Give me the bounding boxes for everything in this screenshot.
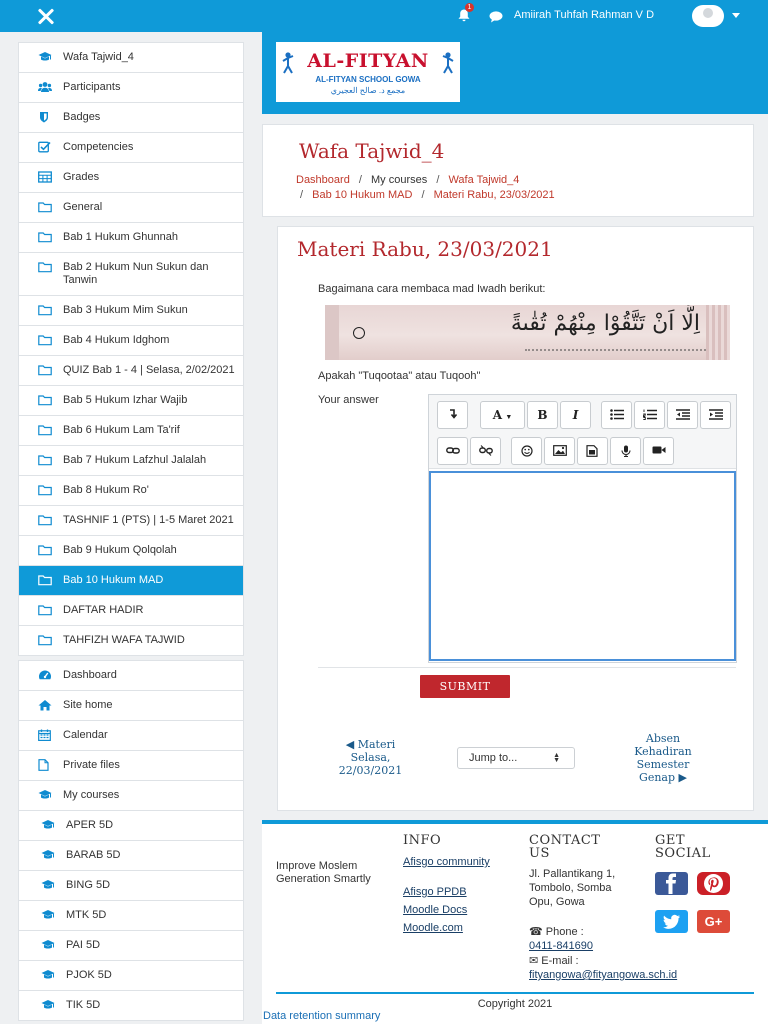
footer-email-link[interactable]: fityangowa@fityangowa.sch.id: [529, 969, 678, 981]
calendar-icon: [38, 729, 51, 741]
folder-icon: [38, 574, 51, 586]
sidebar-item-label: Badges: [63, 111, 101, 123]
footer-phone-label: Phone :: [545, 926, 584, 938]
sidebar-item-competencies[interactable]: [19, 133, 243, 163]
sidebar-item-pjok-5d[interactable]: [19, 961, 243, 991]
sidebar-item-bab-10-hukum-mad[interactable]: [19, 566, 243, 596]
question-prompt: Apakah "Tuqootaa" atau Tuqooh": [318, 370, 481, 382]
italic-icon[interactable]: I: [560, 401, 591, 429]
previous-activity-link[interactable]: ◀ Materi Selasa, 22/03/2021: [338, 738, 403, 777]
ordered-list-icon[interactable]: [634, 401, 665, 429]
unlink-icon[interactable]: [470, 437, 501, 465]
sidebar-item-label: Site home: [63, 699, 113, 711]
breadcrumb-dashboard[interactable]: Dashboard: [296, 174, 350, 186]
quran-verse-image: [325, 305, 730, 360]
question-text: Bagaimana cara membaca mad Iwadh berikut:: [318, 283, 546, 295]
close-drawer-icon[interactable]: [36, 6, 56, 26]
collapse-icon[interactable]: [437, 401, 468, 429]
outdent-icon[interactable]: [667, 401, 698, 429]
graduation-cap-icon: [41, 969, 54, 981]
sidebar-item-label: Bab 8 Hukum Ro': [63, 484, 149, 496]
jump-to-label: Jump to...: [469, 752, 518, 764]
graduation-cap-icon: [41, 819, 54, 831]
google-plus-icon[interactable]: G+: [697, 910, 730, 933]
sidebar-item-bab-6-hukum-lam-ta-rif[interactable]: [19, 416, 243, 446]
course-nav-group: [18, 42, 244, 656]
sidebar-item-label: TIK 5D: [66, 999, 101, 1011]
sidebar-item-label: Calendar: [63, 729, 108, 741]
footer-address: Jl. Pallantikang 1, Tombolo, Somba Opu, Gowa: [529, 868, 616, 908]
user-menu-caret-icon[interactable]: [732, 13, 740, 18]
sidebar-item-my-courses[interactable]: [19, 781, 243, 811]
sidebar-item-general[interactable]: [19, 193, 243, 223]
verse-end-mark: [353, 327, 365, 339]
sidebar-item-pai-5d[interactable]: [19, 931, 243, 961]
facebook-icon[interactable]: [655, 872, 688, 895]
unordered-list-icon[interactable]: [601, 401, 632, 429]
image-right-edge: [706, 305, 730, 360]
answer-textarea[interactable]: [429, 471, 736, 661]
sidebar-item-bab-8-hukum-ro[interactable]: [19, 476, 243, 506]
sidebar-item-mtk-5d[interactable]: [19, 901, 243, 931]
sidebar-item-bab-9-hukum-qolqolah[interactable]: [19, 536, 243, 566]
arabic-verse: اِلَّا اَنْ تَتَّقُوْا مِنْهُمْ تُقٰىةً: [510, 311, 700, 336]
breadcrumb-separator: /: [436, 174, 440, 186]
sidebar-item-label: MTK 5D: [66, 909, 107, 921]
phone-icon: ☎: [529, 926, 543, 938]
sidebar-item-label: Bab 5 Hukum Izhar Wajib: [63, 394, 188, 406]
folder-icon: [38, 484, 51, 496]
sidebar-item-tik-5d[interactable]: [19, 991, 243, 1020]
folder-icon: [38, 544, 51, 556]
footer-rule: [276, 992, 754, 994]
breadcrumb-section[interactable]: Bab 10 Hukum MAD: [312, 189, 413, 201]
sidebar-item-label: BARAB 5D: [66, 849, 121, 861]
breadcrumb-separator: /: [300, 189, 304, 201]
sidebar-item-label: Bab 6 Hukum Lam Ta'rif: [63, 424, 180, 436]
divider: [318, 667, 736, 668]
breadcrumb-my-courses[interactable]: My courses: [371, 174, 428, 186]
navigation-drawer: [18, 42, 244, 1024]
school-logo[interactable]: [276, 42, 460, 102]
sidebar-item-label: Private files: [63, 759, 120, 771]
sidebar-item-grades[interactable]: [19, 163, 243, 193]
select-arrows-icon: ▲ ▼: [553, 752, 560, 764]
sidebar-item-label: PAI 5D: [66, 939, 101, 951]
sidebar-item-label: Bab 3 Hukum Mim Sukun: [63, 304, 188, 316]
file-icon: [38, 759, 51, 771]
sidebar-item-label: General: [63, 201, 103, 213]
sidebar-item-bab-7-hukum-lafzhul-jalalah[interactable]: [19, 446, 243, 476]
folder-icon: [38, 394, 51, 406]
site-nav-group: [18, 660, 244, 1021]
sidebar-item-wafa-tajwid-4[interactable]: [19, 43, 243, 73]
submit-button[interactable]: SUBMIT: [420, 675, 510, 698]
graduation-cap-icon: [41, 939, 54, 951]
footer-phone-link[interactable]: 0411-841690: [529, 940, 594, 952]
indent-icon[interactable]: [700, 401, 731, 429]
twitter-icon[interactable]: [655, 910, 688, 933]
sidebar-item-quiz-bab-1-4-selasa-2-02-2021[interactable]: [19, 356, 243, 386]
rich-text-editor: [428, 394, 737, 663]
sidebar-item-aper-5d[interactable]: [19, 811, 243, 841]
footer-link-moodle-com[interactable]: Moodle.com: [403, 922, 463, 934]
footer-link-afisgo-community[interactable]: Afisgo community: [403, 856, 490, 868]
breadcrumb: [296, 173, 716, 203]
sidebar-item-label: Bab 9 Hukum Qolqolah: [63, 544, 177, 556]
logo-subtitle: AL-FITYAN SCHOOL GOWA: [315, 75, 421, 84]
footer-email-label: E-mail :: [541, 955, 579, 967]
record-video-icon[interactable]: [643, 437, 674, 465]
graduation-cap-icon: [38, 51, 51, 63]
breadcrumb-separator: /: [421, 189, 425, 201]
breadcrumb-activity[interactable]: Materi Rabu, 23/03/2021: [433, 189, 555, 201]
font-icon[interactable]: [480, 401, 525, 429]
folder-icon: [38, 201, 51, 213]
graduation-cap-icon: [41, 909, 54, 921]
image-left-edge: [325, 305, 339, 360]
footer-info-heading: INFO: [403, 833, 442, 848]
graduation-cap-icon: [38, 789, 51, 801]
dashboard-icon: [38, 669, 51, 681]
sidebar-item-daftar-hadir[interactable]: [19, 596, 243, 626]
folder-icon: [38, 261, 51, 273]
notification-count-badge: 1: [465, 3, 474, 12]
top-navbar: [0, 0, 768, 32]
user-name[interactable]: Amiirah Tuhfah Rahman V D: [514, 9, 655, 21]
image-icon[interactable]: [544, 437, 575, 465]
sidebar-item-private-files[interactable]: [19, 751, 243, 781]
sidebar-item-label: My courses: [63, 789, 120, 801]
sidebar-item-label: Bab 2 Hukum Nun Sukun dan Tanwin: [63, 261, 209, 286]
footer-link-afisgo-ppdb[interactable]: Afisgo PPDB: [403, 886, 467, 898]
sidebar-item-tahfizh-wafa-tajwid[interactable]: [19, 626, 243, 655]
notification-bell-icon[interactable]: [458, 4, 472, 22]
sidebar-item-barab-5d[interactable]: [19, 841, 243, 871]
footer-social-heading: GET SOCIAL: [655, 833, 711, 861]
envelope-icon: ✉: [529, 955, 539, 967]
sidebar-item-bab-5-hukum-izhar-wajib[interactable]: [19, 386, 243, 416]
sidebar-item-label: TASHNIF 1 (PTS) | 1-5 Maret 2021: [63, 514, 234, 526]
sidebar-item-label: QUIZ Bab 1 - 4 | Selasa, 2/02/2021: [63, 364, 235, 376]
footer-contact-heading: CONTACT US: [529, 833, 601, 861]
check-square-icon: [38, 141, 51, 153]
sidebar-item-label: DAFTAR HADIR: [63, 604, 144, 616]
folder-icon: [38, 454, 51, 466]
link-icon[interactable]: [437, 437, 468, 465]
breadcrumb-separator: /: [358, 174, 362, 186]
sidebar-item-label: TAHFIZH WAFA TAJWID: [63, 634, 185, 646]
sidebar-item-label: Dashboard: [63, 669, 117, 681]
footer-tagline: Improve Moslem Generation Smartly: [276, 860, 371, 885]
shield-icon: [38, 111, 51, 123]
record-audio-icon[interactable]: [610, 437, 641, 465]
logo-arabic: مجمع د. صالح العجيري: [330, 86, 406, 95]
messages-icon[interactable]: [489, 10, 503, 28]
user-avatar[interactable]: [692, 5, 724, 27]
breadcrumb-course[interactable]: Wafa Tajwid_4: [448, 174, 520, 186]
sidebar-item-badges[interactable]: [19, 103, 243, 133]
sidebar-item-tashnif-1-pts-1-5-maret-2021[interactable]: [19, 506, 243, 536]
table-icon: [38, 171, 51, 183]
media-icon[interactable]: [577, 437, 608, 465]
header-band: [262, 32, 768, 114]
footer-phone-row: [529, 925, 584, 939]
next-activity-link[interactable]: Absen Kehadiran Semester Genap ▶: [634, 732, 692, 784]
sidebar-item-label: BING 5D: [66, 879, 111, 891]
sidebar-item-label: Participants: [63, 81, 121, 93]
footer-email-row: [529, 954, 579, 968]
bold-icon[interactable]: B: [527, 401, 558, 429]
sidebar-item-bab-2-hukum-nun-sukun-dan-tanwin[interactable]: [19, 253, 243, 296]
next-line-fragment: [525, 349, 725, 357]
sidebar-item-label: Grades: [63, 171, 100, 183]
activity-content: [277, 226, 754, 811]
folder-icon: [38, 304, 51, 316]
sidebar-item-bab-3-hukum-mim-sukun[interactable]: [19, 296, 243, 326]
sidebar-item-site-home[interactable]: [19, 691, 243, 721]
sidebar-item-label: Bab 4 Hukum Idghom: [63, 334, 170, 346]
folder-icon: [38, 514, 51, 526]
sidebar-item-calendar[interactable]: [19, 721, 243, 751]
activity-title: Materi Rabu, 23/03/2021: [297, 237, 553, 261]
jump-to-select[interactable]: [457, 747, 575, 769]
home-icon: [38, 699, 51, 711]
copyright: Copyright 2021: [477, 998, 553, 1010]
graduation-cap-icon: [41, 879, 54, 891]
sidebar-item-label: PJOK 5D: [66, 969, 112, 981]
folder-icon: [38, 604, 51, 616]
footer-link-moodle-docs[interactable]: Moodle Docs: [403, 904, 468, 916]
sidebar-item-label: Bab 10 Hukum MAD: [63, 574, 164, 586]
sidebar-item-bab-1-hukum-ghunnah[interactable]: [19, 223, 243, 253]
data-retention-link[interactable]: Data retention summary: [263, 1010, 381, 1022]
font-dropdown-caret-icon: ▼: [505, 414, 513, 421]
editor-toolbar: [429, 395, 736, 469]
font-button-label: A: [492, 408, 503, 422]
sidebar-item-label: Competencies: [63, 141, 134, 153]
graduation-cap-icon: [41, 999, 54, 1011]
sidebar-item-label: Bab 1 Hukum Ghunnah: [63, 231, 178, 243]
logo-title: AL-FITYAN: [307, 50, 429, 72]
sidebar-item-participants[interactable]: [19, 73, 243, 103]
page-footer: [262, 820, 768, 1024]
answer-label: Your answer: [318, 394, 379, 406]
folder-icon: [38, 334, 51, 346]
sidebar-item-bing-5d[interactable]: [19, 871, 243, 901]
folder-icon: [38, 424, 51, 436]
folder-icon: [38, 634, 51, 646]
page-header: [262, 124, 754, 217]
graduation-cap-icon: [41, 849, 54, 861]
sidebar-item-bab-4-hukum-idghom[interactable]: [19, 326, 243, 356]
emoji-icon[interactable]: [511, 437, 542, 465]
page-title: Wafa Tajwid_4: [299, 139, 445, 163]
sidebar-item-dashboard[interactable]: [19, 661, 243, 691]
pinterest-icon[interactable]: [697, 872, 730, 895]
users-icon: [38, 81, 51, 93]
folder-icon: [38, 364, 51, 376]
sidebar-item-label: Wafa Tajwid_4: [63, 51, 134, 63]
sidebar-item-label: Bab 7 Hukum Lafzhul Jalalah: [63, 454, 207, 466]
sidebar-item-label: APER 5D: [66, 819, 114, 831]
folder-icon: [38, 231, 51, 243]
